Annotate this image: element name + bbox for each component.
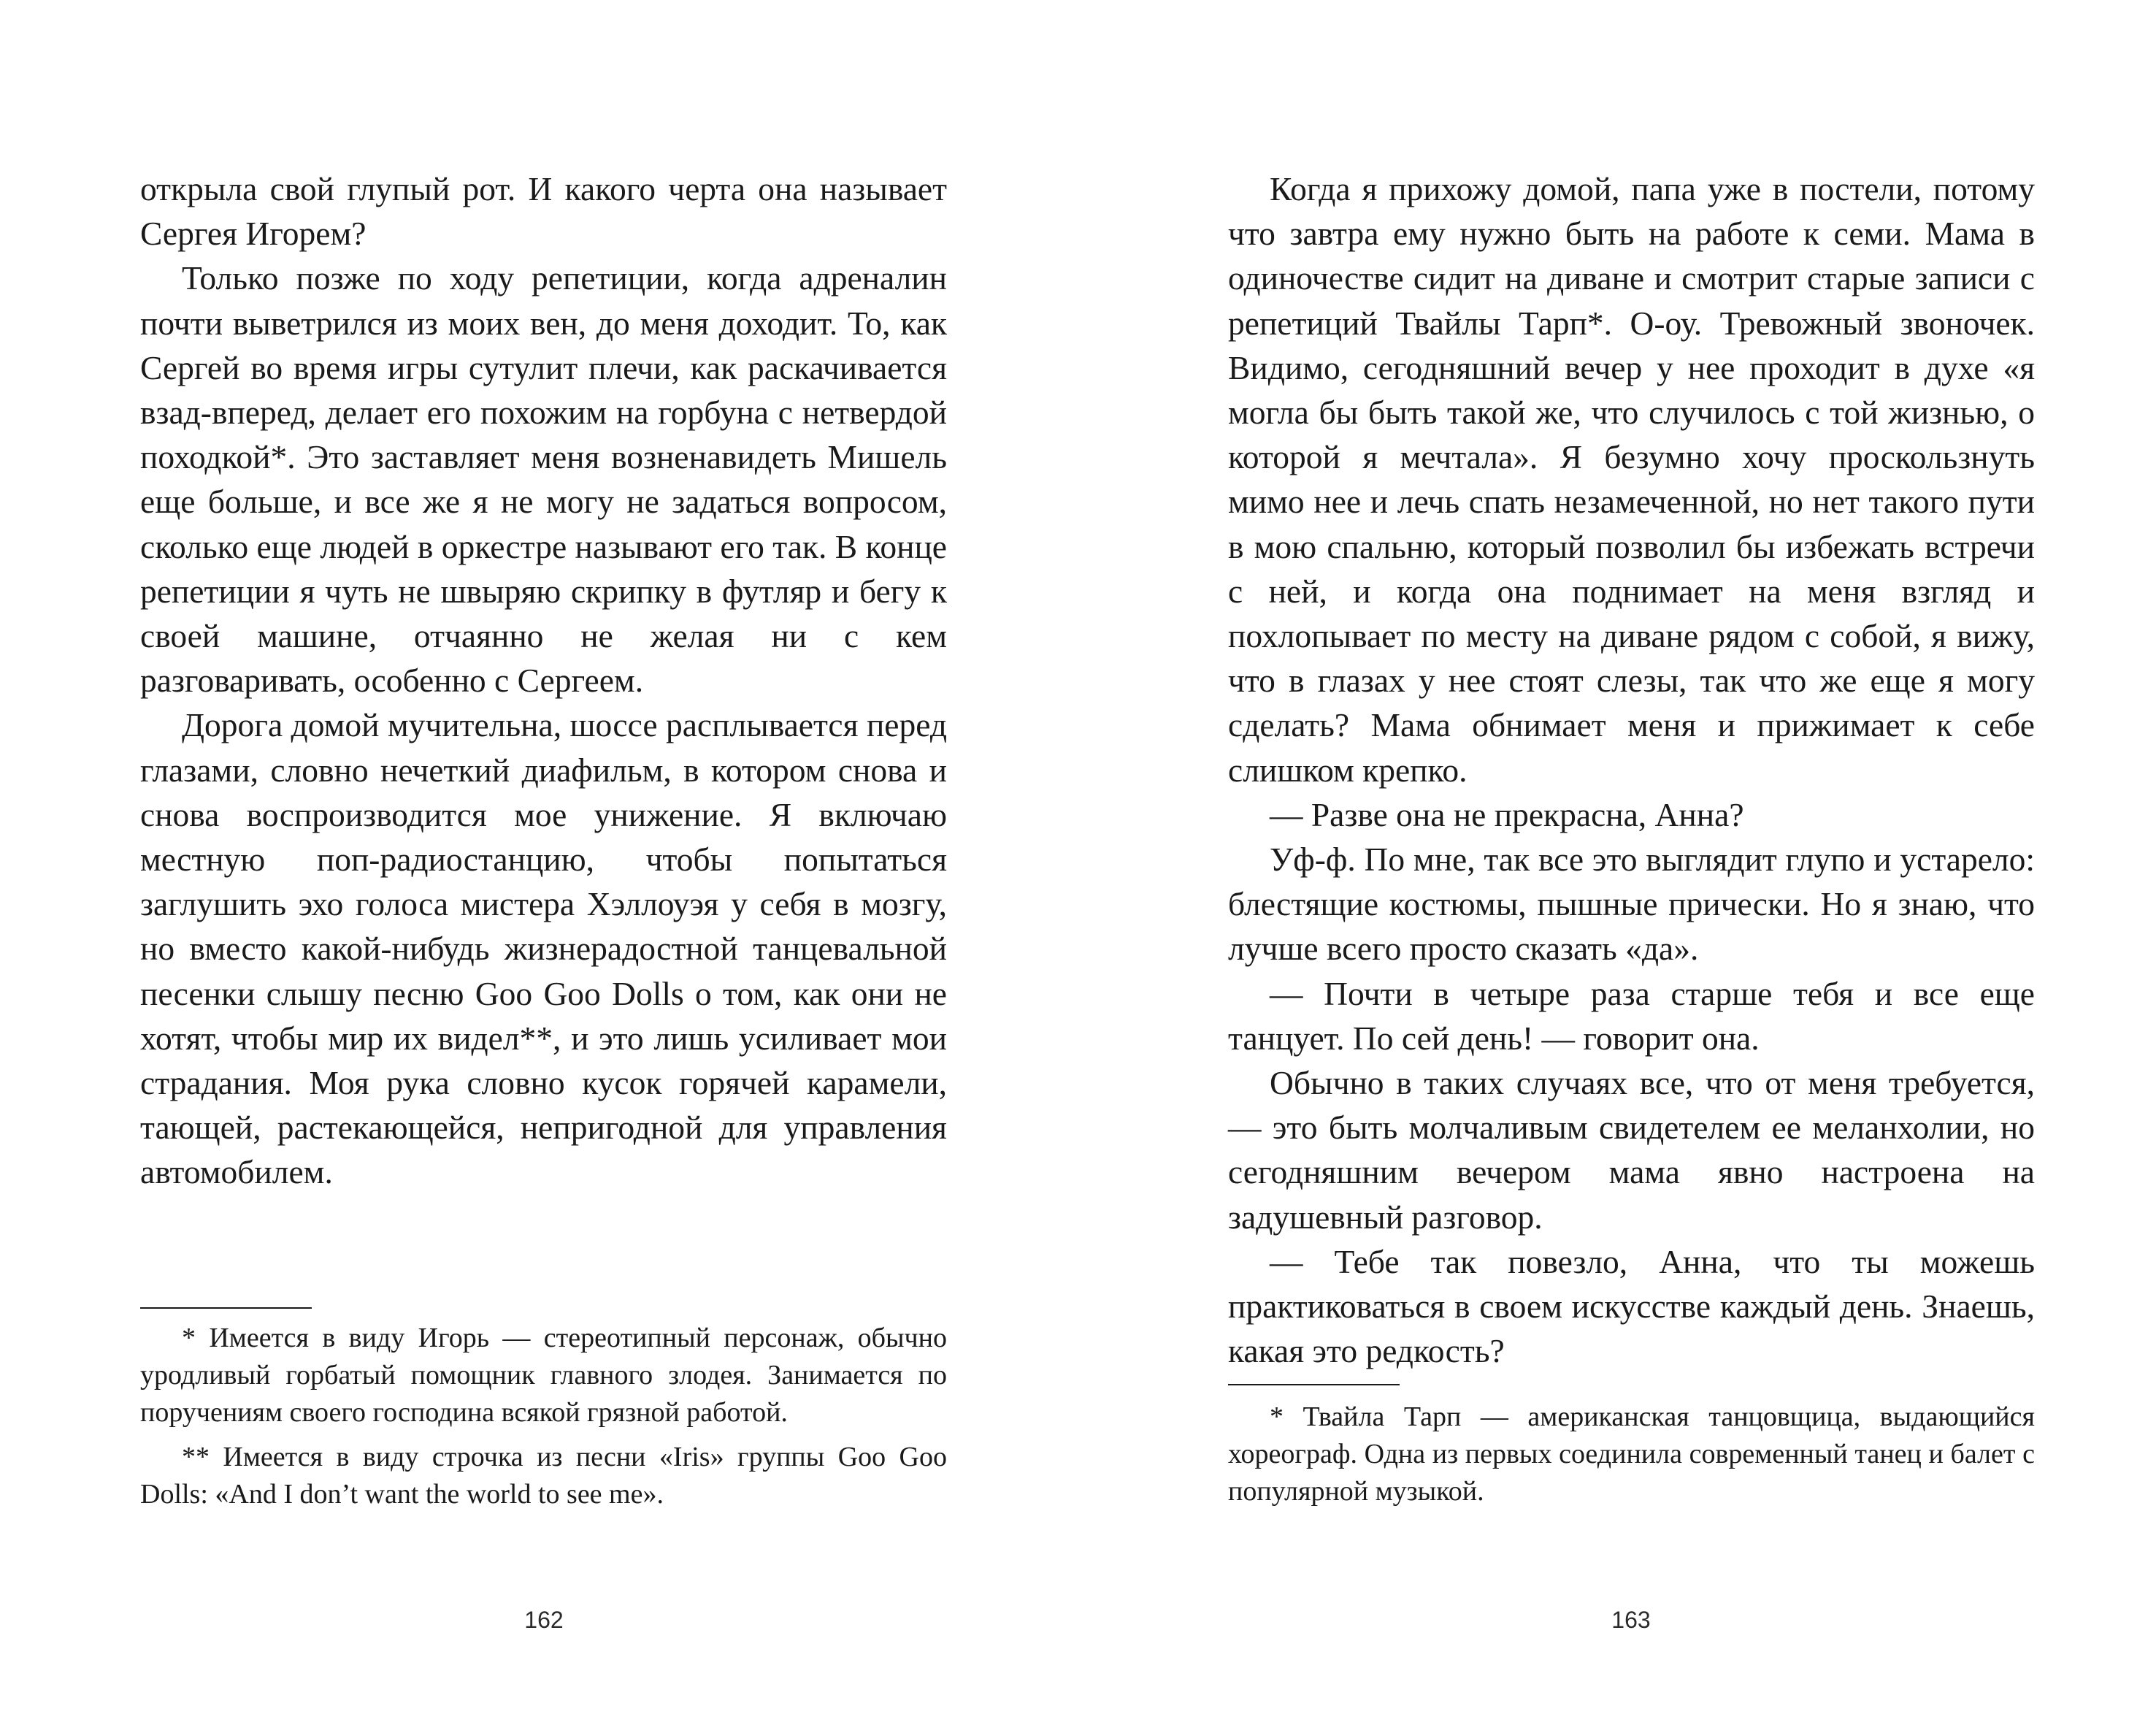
right-page-body xyxy=(1228,167,2035,1373)
footnote: * Имеется в виду Игорь — стереотипный персонаж, обычно уродливый горбатый помощник главного злодея. Занимается по поручениям своего господина всякой грязной работой. xyxy=(140,1323,947,1428)
paragraph: открыла свой глупый рот. И какого черта она называет Сергея Игорем? xyxy=(140,170,947,253)
footnote: ** Имеется в виду строчка из песни «Iris» группы Goo Goo Dolls: «And I don’t want the world to see me». xyxy=(140,1442,947,1510)
page-number: 162 xyxy=(524,1607,564,1633)
left-page-footnotes xyxy=(140,1320,947,1521)
footnote-separator xyxy=(1228,1384,1400,1385)
paragraph: Дорога домой мучительна, шоссе расплывается перед глазами, словно нечеткий диафильм, в котором снова и снова воспроизводится мое унижение. Я включаю местную поп-радиостанцию, чтобы попытаться заглушить эхо голоса мистера Хэллоуэя у себя в мозгу, но вместо какой-нибудь жизнерадостной танцевальной песенки слышу песню Goo Goo Dolls о том, как они не хотят, чтобы мир их видел**, и это лишь усиливает мои страдания. Моя рука словно кусок горячей карамели, тающей, растекающейся, непригодной для управления автомобилем. xyxy=(140,706,947,1191)
paragraph: Когда я прихожу домой, папа уже в постели, потому что завтра ему нужно быть на работе к семи. Мама в одиночестве сидит на диване и смотрит старые записи с репетиций Твайлы Тарп*. О-оу. Тревожный звоночек. Видимо, сегодняшний вечер у нее проходит в духе «я могла бы быть такой же, что случилось с той жизнью, о которой я мечтала». Я безумно хочу проскользнуть мимо нее и лечь спать незамеченной, но нет такого пути в мою спальню, который позволил бы избежать встречи с ней, и когда она поднимает на меня взгляд и похлопывает по месту на диване рядом с собой, я вижу, что в глазах у нее стоят слезы, так что же еще я могу сделать? Мама обнимает меня и прижимает к себе слишком крепко. xyxy=(1228,170,2035,789)
paragraph: Только позже по ходу репетиции, когда адреналин почти выветрился из моих вен, до меня доходит. То, как Сергей во время игры сутулит плечи, как раскачивается взад-вперед, делает его похожим на горбуна с нетвердой походкой*. Это заставляет меня возненавидеть Мишель еще больше, и все же я не могу не задаться вопросом, сколько еще людей в оркестре называют его так. В конце репетиции я чуть не швыряю скрипку в футляр и бегу к своей машине, отчаянно не желая ни с кем разговаривать, особенно с Сергеем. xyxy=(140,259,947,700)
paragraph: Обычно в таких случаях все, что от меня требуется, — это быть молчаливым свидетелем ее меланхолии, но сегодняшним вечером мама явно настроена на задушевный разговор. xyxy=(1228,1064,2035,1236)
footnote: * Твайла Тарп — американская танцовщица, выдающийся хореограф. Одна из первых соединила современный танец и балет с популярной музыкой. xyxy=(1228,1401,2035,1507)
right-page xyxy=(1078,0,2156,1725)
left-page-body xyxy=(140,167,947,1195)
paragraph: — Тебе так повезло, Анна, что ты можешь практиковаться в своем искусстве каждый день. Знаешь, какая это редкость? xyxy=(1228,1242,2035,1370)
page-number: 163 xyxy=(1611,1607,1651,1633)
paragraph: Уф-ф. По мне, так все это выглядит глупо и устарело: блестящие костюмы, пышные прически. Но я знаю, что лучше всего просто сказать «да». xyxy=(1228,841,2035,968)
paragraph: — Почти в четыре раза старше тебя и все еще танцует. По сей день! — говорит она. xyxy=(1228,974,2035,1057)
footnote-separator xyxy=(140,1307,312,1309)
right-page-footnotes xyxy=(1228,1399,2035,1518)
paragraph: — Разве она не прекрасна, Анна? xyxy=(1270,795,1744,833)
